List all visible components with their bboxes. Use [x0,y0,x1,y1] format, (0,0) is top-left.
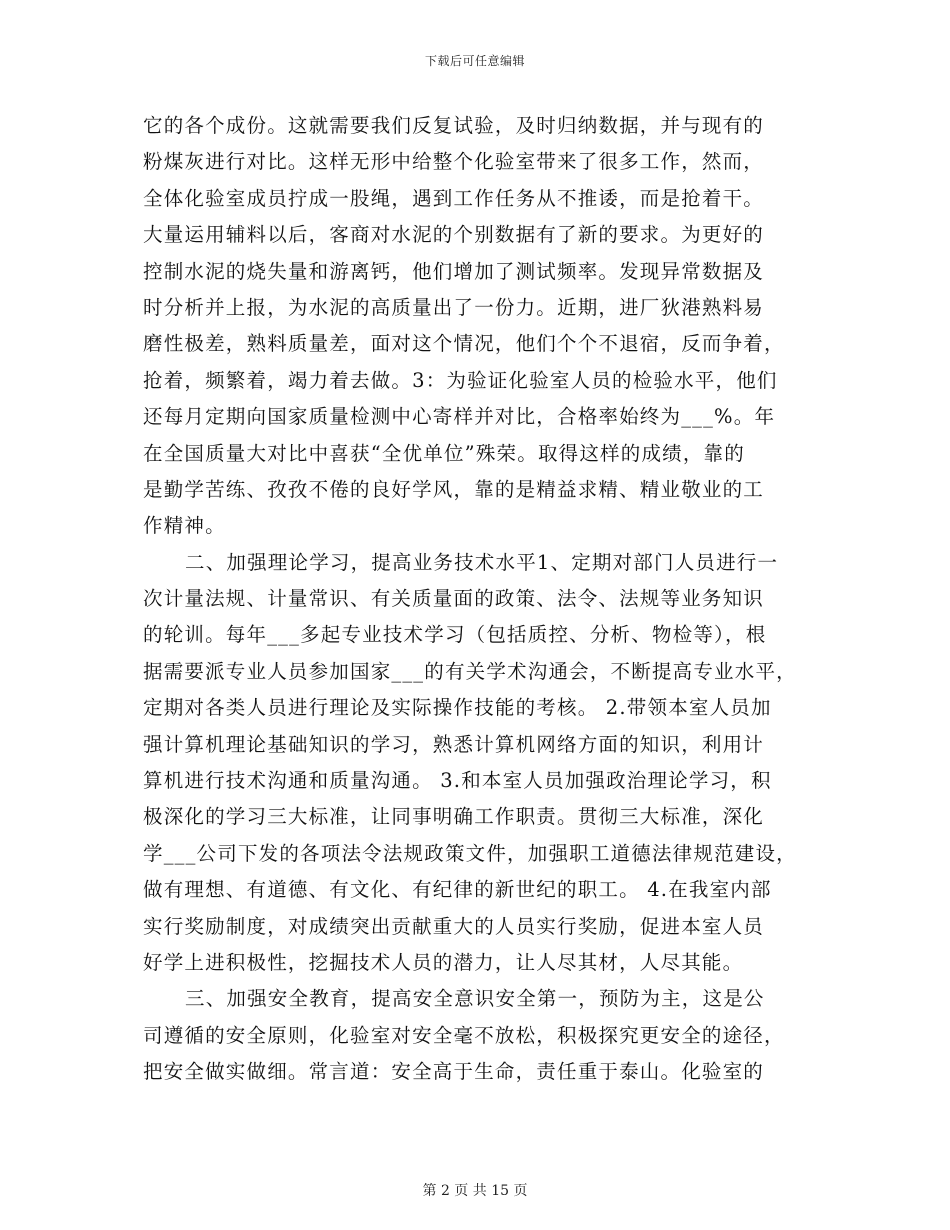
text-line: 是勤学苦练、孜孜不倦的良好学风，靠的是精益求精、精业敬业的工 [143,477,765,501]
text-line: 三、加强安全教育，提高安全意识安全第一，预防为主，这是公 [185,987,765,1011]
text-line: 二、加强理论学习，提高业务技术水平1、定期对部门人员进行一 [185,550,779,574]
text-line: 次计量法规、计量常识、有关质量面的政策、法令、法规等业务知识 [143,587,765,611]
text-line: 把安全做实做细。常言道：安全高于生命，责任重于泰山。化验室的 [143,1060,765,1084]
text-line: 时分析并上报，为水泥的高质量出了一份力。近期，进厂狄港熟料易 [143,295,765,319]
text-line: 强计算机理论基础知识的学习，熟悉计算机网络方面的知识，利用计 [143,732,765,756]
text-line: 好学上进积极性，挖掘技术人员的潜力，让人尽其材，人尽其能。 [143,950,744,974]
text-line: 做有理想、有道德、有文化、有纪律的新世纪的职工。 4.在我室内部 [143,878,772,902]
text-line: 大量运用辅料以后，客商对水泥的个别数据有了新的要求。为更好的 [143,223,765,247]
text-line: 粉煤灰进行对比。这样无形中给整个化验室带来了很多工作，然而， [143,150,765,174]
text-line: 的轮训。每年___多起专业技术学习（包括质控、分析、物检等），根 [143,623,767,647]
page-footer: 第 2 页 共 15 页 [422,1183,528,1199]
text-line: 极深化的学习三大标准，让同事明确工作职责。贯彻三大标准，深化 [143,805,765,829]
text-line: 磨性极差，熟料质量差，面对这个情况，他们个个不退宿，反而争着， [143,332,785,356]
text-line: 据需要派专业人员参加国家___的有关学术沟通会，不断提高专业水平， [143,659,797,683]
text-line: 司遵循的安全原则，化验室对安全毫不放松，积极探究更安全的途径， [143,1023,785,1047]
text-line: 它的各个成份。这就需要我们反复试验，及时归纳数据，并与现有的 [143,114,765,137]
text-line: 学___公司下发的各项法令法规政策文件，加强职工道德法律规范建设， [143,841,797,865]
text-line: 定期对各类人员进行理论及实际操作技能的考核。 2.带领本室人员加 [143,696,772,720]
text-line: 还每月定期向国家质量检测中心寄样并对比，合格率始终为___%。年 [143,405,776,429]
page-header: 下载后可任意编辑 [424,54,525,68]
text-line: 抢着，频繁着，竭力着去做。3：为验证化验室人员的检验水平，他们 [143,368,778,392]
text-line: 全体化验室成员拧成一股绳，遇到工作任务从不推诿，而是抢着干。 [143,186,765,210]
text-line: 实行奖励制度，对成绩突出贡献重大的人员实行奖励，促进本室人员 [143,914,765,938]
document-body [143,108,819,1091]
text-line: 控制水泥的烧失量和游离钙，他们增加了测试频率。发现异常数据及 [143,259,765,283]
text-line: 算机进行技术沟通和质量沟通。 3.和本室人员加强政治理论学习，积 [143,769,772,793]
text-line: 作精神。 [143,514,226,538]
text-line: 在全国质量大对比中喜获“全优单位”殊荣。取得这样的成绩，靠的 [143,441,745,465]
